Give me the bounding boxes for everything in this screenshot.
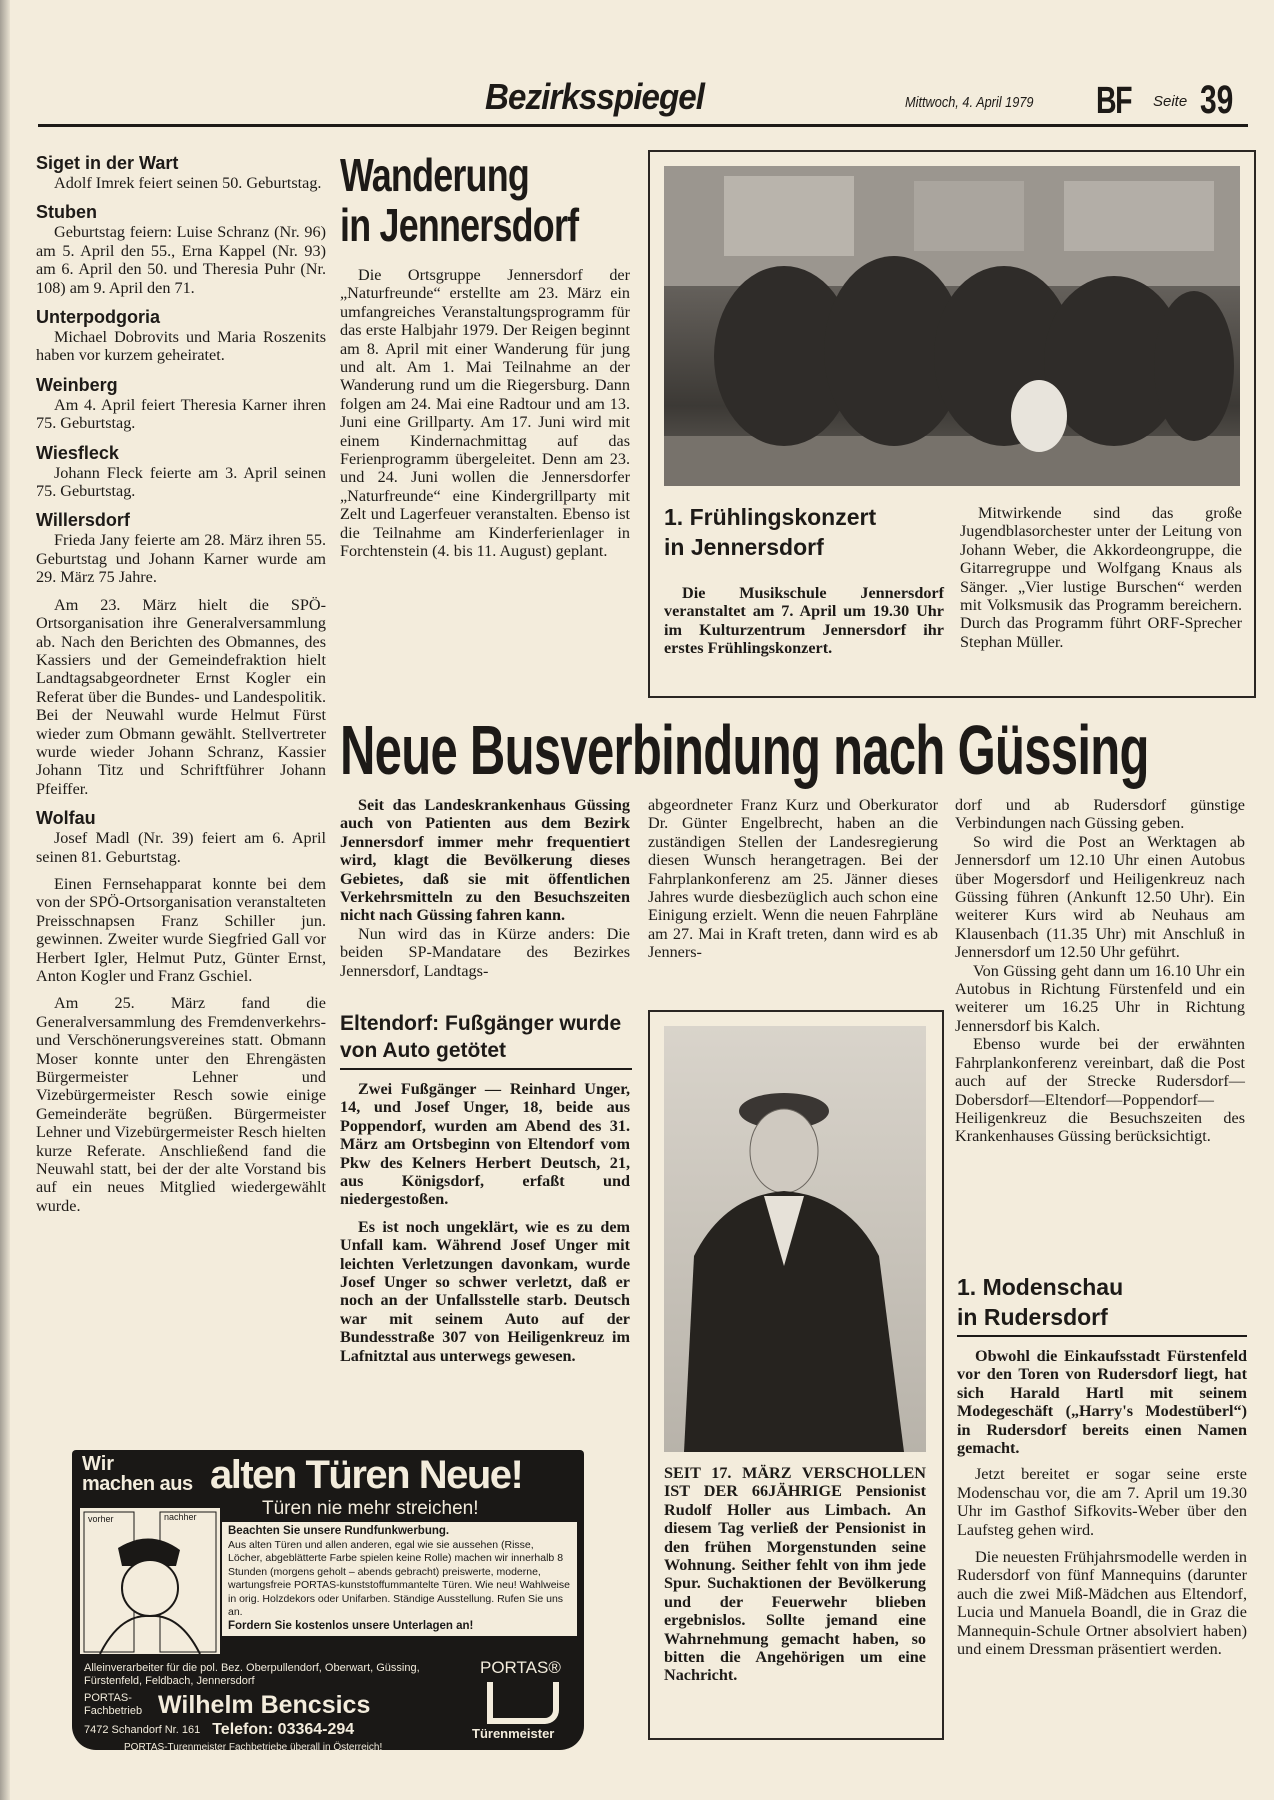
bus-paragraph: Von Güssing geht dann um 16.10 Uhr ein Autobus in Richtung Fürstenfeld und ein weiterer um 16.25 Uhr in Richtung Jennersdorf bis Kalch. xyxy=(955,961,1245,1035)
newspaper-logo: BF xyxy=(1096,80,1131,122)
bus-paragraph: abgeordneter Franz Kurz und Oberkurator Dr. Günter Engelbrecht, haben an die zuständigen Stellen der Landesregierung diesen Wunsch herangetragen. Bei der Fahrplankonferenz am 25. Jänner dieses Jahres wurde diesbezüglich auch schon eine Einigung erzielt. Wenn die neuen Fahrpläne am 27. Mai in Kraft treten, dann wird es ab Jenners- xyxy=(648,796,938,962)
bus-paragraph: Ebenso wurde bei der erwähnten Fahrplankonferenz vereinbart, daß die Post auch auf der Strecke Rudersdorf—Dobersdorf—Eltendorf—Poppendorf—Heiligenkreuz die Besuchszeiten des Krankenhauses Güssing berücksichtigt. xyxy=(955,1035,1245,1146)
header-rule xyxy=(38,124,1248,127)
portas-advertisement xyxy=(72,1450,584,1753)
ad-footer: PORTAS-Turenmeister Fachbetriebe überall in Österreich! xyxy=(124,1742,383,1753)
ad-company-name: Wilhelm Bencsics xyxy=(158,1691,371,1719)
ad-wir: Wir xyxy=(82,1453,115,1475)
news-paragraph: Am 23. März hielt die SPÖ-Ortsorganisation ihre Generalversammlung ab. Nach den Berichten des Obmannes, des Kassiers und der Gemeindefraktion hielt Landtagsabgeordneter Ernst Kogler ein Referat über die Bundes- und Landespolitik. Bei der Neuwahl wurde Helmut Fürst wieder zum Obmann gewählt. Stellvertreter wurde wieder Johann Schranz, Kassier Johann Titz und Schriftführer Johann Pfeiffer. xyxy=(36,595,326,798)
ad-contact-block xyxy=(84,1662,464,1754)
konzert-headline xyxy=(664,502,944,562)
eltendorf-paragraph: Es ist noch ungeklärt, wie es zu dem Unfall kam. Während Josef Unger mit leichten Verletzungen davonkam, wurde Josef Unger so schwer verletzt, daß er noch an der Unfallsstelle starb. Deutsch war mit seinem Auto auf der Bundesstraße 307 von Heiligenkreuz im Lafnitztal aus unterwegs gewesen. xyxy=(340,1217,630,1365)
ad-subheadline: Türen nie mehr streichen! xyxy=(262,1498,479,1519)
wanderung-article xyxy=(340,150,630,561)
eltendorf-paragraph: Zwei Fußgänger — Reinhard Unger, 14, und Josef Unger, 18, beide aus Poppendorf, wurden am Abend des 31. März am Ortsbeginn von Eltendorf vom Pkw des Kelners Herbert Deutsch, 21, aus Königsdorf, erfaßt und niedergestoßen. xyxy=(340,1080,630,1209)
headline-line: 1. Frühlingskonzert xyxy=(664,504,877,530)
modenschau-lead: Obwohl die Einkaufsstadt Fürstenfeld vor den Toren von Rudersdorf liegt, hat sich Harald Hartl mit seinem Modegeschäft („Harry's Modestüberl“) in Rudersdorf bereits einen Namen gemacht. xyxy=(957,1347,1247,1458)
portas-turenmeister: Türenmeister xyxy=(472,1726,555,1741)
town-heading: Wiesfleck xyxy=(36,442,119,463)
article-body: Die Ortsgruppe Jennersdorf der „Naturfreunde“ erstellte am 23. März ein umfangreiches Veranstaltungsprogramm für das erste Halbjahr 1979. Der Reigen beginnt am 8. April mit einer Wanderung für jung und alt. Am 1. Mai Teilnahme an der Wanderung rund um die Riegersburg. Dann folgen am 24. Mai eine Radtour und am 13. Juni eine Grillparty. Am 17. Juni wird mit einem Kindernachmittag auf das Ferienprogramm übergeleitet. Denn am 23. und 24. Juni wollen die Jennersdorfer „Naturfreunde“ eine Kindergrillparty mit Zelt und Lagerfeuer veranstalten. Ebenso ist die Teilnahme am Kinderferienlager in Forchtenstein (4. bis 11. August) geplant. xyxy=(340,266,630,561)
bus-lead: Seit das Landeskrankenhaus Güssing auch von Patienten aus dem Bezirk Jennersdorf immer mehr frequentiert wird, klagt die Bevölkerung dieses Gebietes, daß sie mit öffentlichen Verkehrsmitteln zu den Besuchszeiten nicht nach Güssing fahren kann. xyxy=(340,796,630,925)
page-edge xyxy=(0,0,10,1800)
man-portrait-image xyxy=(664,1026,926,1452)
konzert-body: Mitwirkende sind das große Jugendblasorchester unter der Leitung von Johann Weber, die Akkordeongruppe, die Gitarregruppe und Wolfgang Knaus als Sänger. „Vier lustige Burschen“ werden mit Volksmusik das Programm bereichern. Durch das Programm führt ORF-Sprecher Stephan Müller. xyxy=(960,504,1242,651)
news-paragraph: Johann Fleck feierte am 3. April seinen 75. Geburtstag. xyxy=(36,463,326,501)
ad-cartoon xyxy=(80,1508,220,1654)
ad-label-vorher: vorher xyxy=(88,1514,114,1524)
orchestra-photo xyxy=(664,166,1240,486)
eltendorf-headline: Eltendorf: Fußgänger wurde von Auto getötet xyxy=(340,1010,632,1070)
bus-headline: Neue Busverbindung nach Güssing xyxy=(340,711,1149,789)
town-heading: Weinberg xyxy=(36,374,118,395)
ad-body-heading: Beachten Sie unsere Rundfunkwerbung. xyxy=(228,1525,450,1537)
ad-body-cta: Fordern Sie kostenlos unsere Unterlagen an! xyxy=(228,1619,474,1632)
bus-column-a xyxy=(340,796,630,980)
headline-line: 1. Modenschau xyxy=(957,1274,1124,1300)
ad-address: 7472 Schandorf Nr. 161 xyxy=(84,1724,201,1736)
missing-person-caption: SEIT 17. MÄRZ VERSCHOLLEN IST DER 66JÄHRIGE Pensionist Rudolf Holler aus Limbach. An diesem Tag verließ der Pensionist in den frühen Morgenstunden seine Wohnung. Seither fehlt von ihm jede Spur. Suchaktionen der Bevölkerung und der Feuerwehr blieben ergebnislos. Sollte jemand eine Wahrnehmung gemacht haben, so bitten die Angehörigen um eine Nachricht. xyxy=(664,1464,926,1685)
ad-body xyxy=(222,1522,577,1636)
article-headline: in Jennersdorf xyxy=(340,199,579,251)
article-headline: Wanderung xyxy=(340,149,529,201)
town-heading: Stuben xyxy=(36,202,97,223)
town-heading: Siget in der Wart xyxy=(36,153,179,173)
news-paragraph: Adolf Imrek feiert seinen 50. Geburtstag. xyxy=(54,174,322,192)
bus-paragraph: So wird die Post an Werktagen ab Jennersdorf um 12.10 Uhr einen Autobus über Mogersdorf und Heiligenkreuz nach Güssing führen (Ankunft 12.50 Uhr). Ein weiterer Kurs wird ab Neuhaus am Klausenbach (11.35 Uhr) mit Anschluß in Jennersdorf um 12.50 Uhr geführt. xyxy=(955,832,1245,962)
orchestra-group-image xyxy=(664,166,1240,486)
bus-paragraph: dorf und ab Rudersdorf günstige Verbindungen nach Güssing geben. xyxy=(955,796,1245,833)
modenschau-article xyxy=(957,1272,1247,1659)
news-paragraph: Josef Madl (Nr. 39) feiert am 6. April seinen 81. Geburtstag. xyxy=(36,829,326,866)
headline-line: in Rudersdorf xyxy=(957,1304,1108,1330)
cartoon-man-icon xyxy=(80,1508,220,1654)
ad-body-text: Aus alten Türen und allen anderen, egal wie sie aussehen (Risse, Löcher, abgeblätterte Farbe spielen keine Rolle) machen wir innerhalb 8 Stunden (morgens geholt – abends gebracht) preiswerte, moderne, wartungsfreie PORTAS-kunststoffummantelte Türen. Wie neu! Wahlweise in orig. Holzdekors oder Unifarben. Ständige Ausstellung. Rufen Sie uns an. xyxy=(228,1538,570,1618)
ad-phone: Telefon: 03364-294 xyxy=(212,1721,355,1738)
news-paragraph: Frieda Jany feierte am 28. März ihren 55. Geburtstag und Johann Karner wurde am 29. März 75 Jahre. xyxy=(36,531,326,587)
section-title: Bezirksspiegel xyxy=(485,76,705,117)
ad-headline: alten Türen Neue! xyxy=(210,1453,523,1497)
town-heading: Unterpodgoria xyxy=(36,307,160,328)
eltendorf-article xyxy=(340,1010,632,1365)
page-label: Seite xyxy=(1153,93,1188,110)
news-paragraph: Einen Fernsehapparat konnte bei dem von der SPÖ-Ortsorganisation veranstalteten Preisschnapsen Franz Schiller jun. gewinnen. Zweiter wurde Siegfried Gall vor Herbert Igler, Helmut Putz, Günter Ernst, Anton Kogler und Franz Gschiel. xyxy=(36,874,326,985)
bus-paragraph: Nun wird das in Kürze anders: Die beiden SP-Mandatare des Bezirkes Jennersdorf, Landtags- xyxy=(340,924,630,980)
ad-dealer-text: Alleinverarbeiter für die pol. Bez. Oberpullendorf, Oberwart, Güssing, Fürstenfeld, Feldbach, Jennersdorf xyxy=(84,1662,420,1687)
konzert-box xyxy=(648,150,1256,698)
news-paragraph: Am 4. April feiert Theresia Karner ihren 75. Geburtstag. xyxy=(36,395,326,433)
issue-date: Mittwoch, 4. April 1979 xyxy=(905,94,1034,111)
modenschau-paragraph: Jetzt bereitet er sogar seine erste Modenschau vor, die am 7. April um 19.30 Uhr im Gasthof Sifkovits-Weber über den Laufsteg gehen wird. xyxy=(957,1465,1247,1539)
portas-logo-text: PORTAS® xyxy=(480,1658,561,1677)
town-heading: Wolfau xyxy=(36,808,96,829)
town-heading: Willersdorf xyxy=(36,510,130,531)
ad-machen: machen aus xyxy=(82,1473,193,1495)
news-paragraph: Michael Dobrovits und Maria Roszenits haben vor kurzem geheiratet. xyxy=(36,328,326,365)
missing-person-photo xyxy=(664,1026,926,1452)
page-number: 39 xyxy=(1200,78,1234,122)
modenschau-paragraph: Die neuesten Frühjahrsmodelle werden in Rudersdorf von fünf Mannequins (darunter auch die zwei Miß-Mädchen aus Eltendorf, Lucia und Manuela Boandl, die in Graz die Mannequin-Schule Ortner absolviert haben) und einem Dressman präsentiert werden. xyxy=(957,1548,1247,1659)
portas-door-icon xyxy=(487,1682,559,1724)
modenschau-headline xyxy=(957,1272,1247,1337)
ad-label-nachher: nachher xyxy=(164,1512,197,1522)
news-paragraph: Geburtstag feiern: Luise Schranz (Nr. 96) am 5. April den 55., Erna Kappel (Nr. 93) am 6. April den 50. und Theresia Puhr (Nr. 108) am 9. April den 71. xyxy=(36,223,326,297)
konzert-lead: Die Musikschule Jennersdorf veranstaltet am 7. April um 19.30 Uhr im Kulturzentrum Jennersdorf ihr erstes Frühlingskonzert. xyxy=(664,584,944,658)
ad-fachbetrieb: PORTAS-Fachbetrieb xyxy=(84,1692,143,1717)
news-paragraph: Am 25. März fand die Generalversammlung des Fremdenverkehrs- und Verschönerungsvereines statt. Obmann Moser konnte unter den Ehrengästen Bürgermeister Lehner und Vizebürgermeister Resch sowie einige Gemeinderäte begrüßen. Bürgermeister Lehner und Vizebürgermeister Resch hielten kurze Referate. Anschließend fand die Neuwahl statt, bei der der alte Vorstand bis auf ein neues Mitglied wiedergewählt wurde. xyxy=(36,994,326,1215)
headline-line: in Jennersdorf xyxy=(664,534,824,560)
missing-person-box xyxy=(648,1010,944,1740)
local-news-column xyxy=(36,152,326,1215)
